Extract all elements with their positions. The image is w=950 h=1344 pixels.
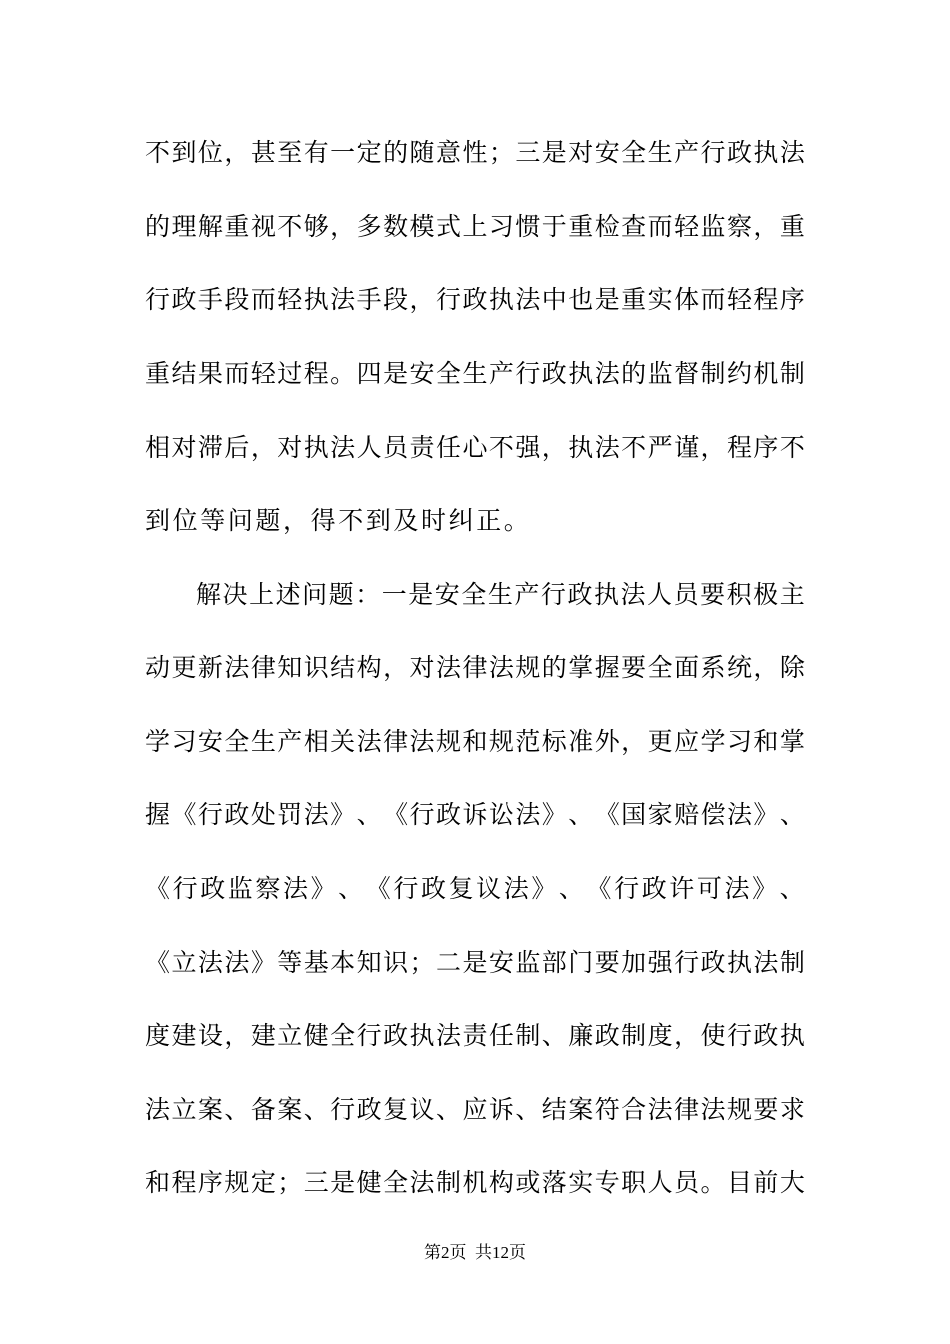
paragraph-1-line-3: 行 政 手 段 而 轻 执 法 手 段 ， 行 政 执 法 中 也 是 重 实 体 而 轻 程 序 — [145, 285, 805, 314]
paragraph-1-line-1: 不 到 位 ， 甚 至 有 一 定 的 随 意 性 ； 三 是 对 安 全 生 产 行 政 执 法 — [145, 138, 805, 167]
paragraph-1-line-6: 到位等问题，得不到及时纠正。 — [145, 506, 532, 535]
paragraph-1-line-5: 相 对 滞 后 ， 对 执 法 人 员 责 任 心 不 强 ， 执 法 不 严 谨 ， 程 序 不 — [145, 433, 805, 462]
paragraph-2-line-4: 握 《 行 政 处 罚 法 》 、 《 行 政 诉 讼 法 》 、 《 国 家 赔 偿 法 》 、 — [145, 800, 805, 829]
paragraph-2-line-7: 度 建 设 ， 建 立 健 全 行 政 执 法 责 任 制 、 廉 政 制 度 ， 使 行 政 执 — [145, 1021, 805, 1050]
page-footer — [0, 1242, 950, 1264]
paragraph-2-line-5: 《 行 政 监 察 法 》 、 《 行 政 复 议 法 》 、 《 行 政 许 可 法 》 、 — [145, 874, 805, 903]
paragraph-2-line-8: 法 立 案 、 备 案 、 行 政 复 议 、 应 诉 、 结 案 符 合 法 律 法 规 要 求 — [145, 1095, 805, 1124]
page-number-label: 第2页 共12页 — [424, 1243, 526, 1262]
paragraph-1-line-4: 重 结 果 而 轻 过 程 。 四 是 安 全 生 产 行 政 执 法 的 监 督 制 约 机 制 — [145, 359, 805, 388]
paragraph-2-line-1: 解 决 上 述 问 题 ： 一 是 安 全 生 产 行 政 执 法 人 员 要 积 极 主 — [196, 580, 805, 609]
paragraph-2-line-6: 《 立 法 法 》 等 基 本 知 识 ； 二 是 安 监 部 门 要 加 强 行 政 执 法 制 — [145, 948, 805, 977]
paragraph-2-line-2: 动 更 新 法 律 知 识 结 构 ， 对 法 律 法 规 的 掌 握 要 全 面 系 统 ， 除 — [145, 653, 805, 682]
paragraph-2-line-9: 和 程 序 规 定 ； 三 是 健 全 法 制 机 构 或 落 实 专 职 人 员 。 目 前 大 — [145, 1168, 805, 1197]
paragraph-2-line-3: 学 习 安 全 生 产 相 关 法 律 法 规 和 规 范 标 准 外 ， 更 应 学 习 和 掌 — [145, 727, 805, 756]
paragraph-1-line-2: 的 理 解 重 视 不 够 ， 多 数 模 式 上 习 惯 于 重 检 查 而 轻 监 察 ， 重 — [145, 212, 805, 241]
